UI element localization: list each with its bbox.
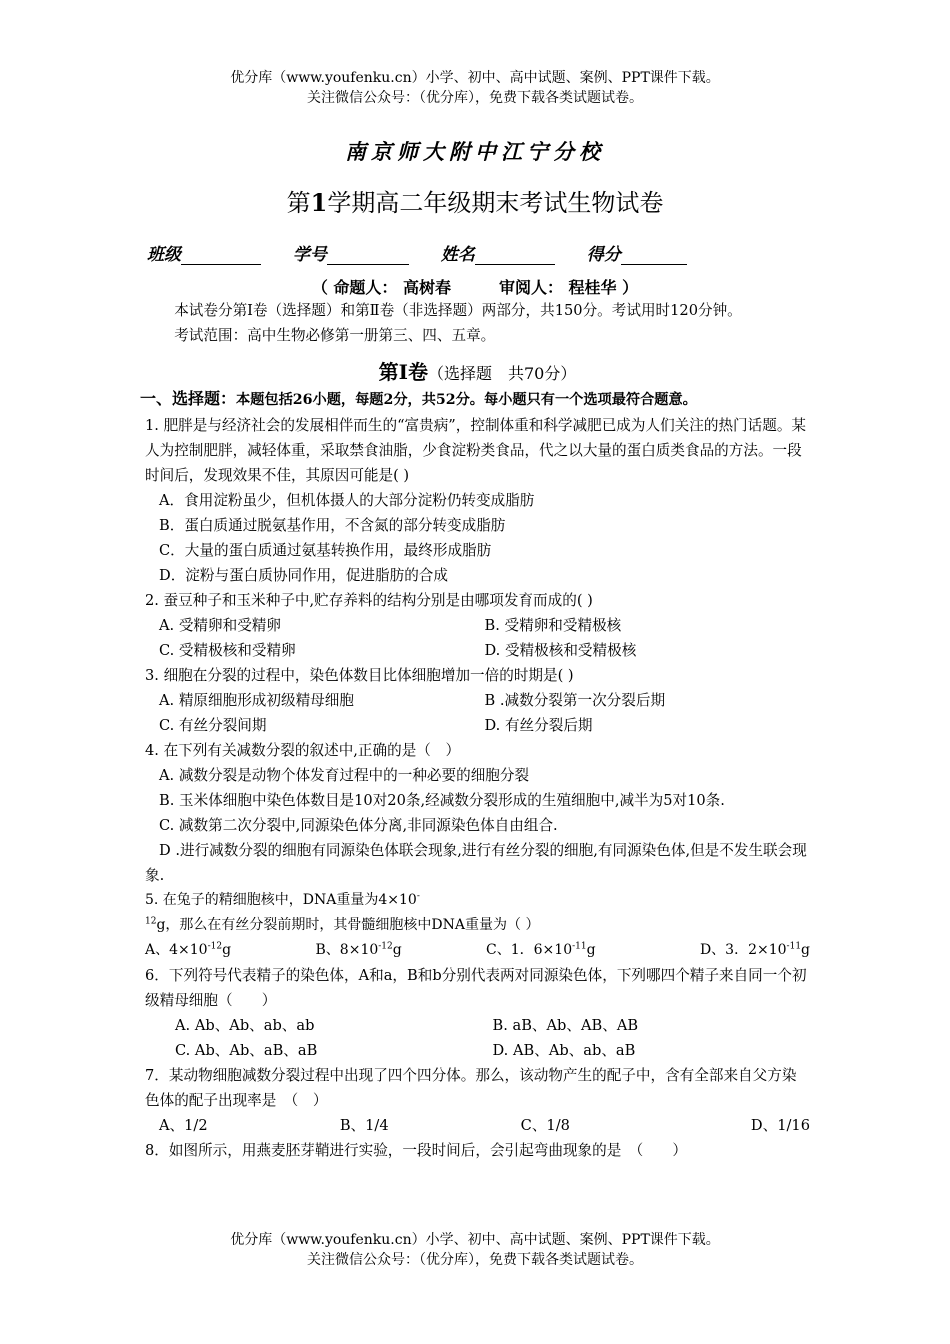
class-label: 班级: [147, 245, 181, 265]
exam-body: [140, 298, 811, 1163]
title-prefix: 第: [286, 189, 311, 217]
header-line-2: 关注微信公众号：（优分库），免费下载各类试题试卷。: [307, 90, 643, 106]
name-blank[interactable]: [475, 246, 555, 265]
id-blank[interactable]: [327, 246, 409, 265]
q3-option-a[interactable]: A. 精原细胞形成初级精母细胞: [159, 692, 354, 709]
question-2: [145, 588, 810, 663]
q6-option-a[interactable]: A. Ab、Ab、ab、ab: [175, 1017, 315, 1034]
header-line-1: 优分库（www.youfenku.cn）小学、初中、高中试题、案例、PPT课件下载。: [230, 70, 720, 86]
q3-stem: 3. 细胞在分裂的过程中，染色体数目比体细胞增加一倍的时期是( ): [145, 667, 574, 684]
q7-option-d[interactable]: D、1/16: [750, 1117, 810, 1134]
q4-option-c[interactable]: C. 减数第二次分裂中,同源染色体分离,非同源染色体自由组合.: [159, 817, 558, 834]
q5-stem: 5. 在兔子的精细胞核中，DNA重量为$4\times 10^{-12}g$，那么在有丝分裂前期时，其骨髓细胞核中DNA重量为（ ）: [145, 891, 540, 933]
question-6: [145, 963, 810, 1063]
question-7: [145, 1063, 810, 1138]
section1-label: 一、选择题：: [140, 389, 237, 408]
q2-stem: 2. 蚕豆种子和玉米种子中,贮存养料的结构分别是由哪项发育而成的( ): [145, 592, 593, 609]
q6-option-c[interactable]: C. Ab、Ab、aB、aB: [175, 1042, 318, 1059]
q5-option-a[interactable]: A、$4\times 10^{-12}g$: [145, 941, 232, 958]
q4-option-b[interactable]: B. 玉米体细胞中染色体数目是10对20条,经减数分裂形成的生殖细胞中,减半为5对10条.: [159, 792, 725, 809]
q1-option-c[interactable]: C．大量的蛋白质通过氨基转换作用，最终形成脂肪: [159, 542, 492, 559]
intro-paragraph-1: 本试卷分第Ⅰ卷（选择题）和第Ⅱ卷（非选择题）两部分，共150分。考试用时120分钟。: [174, 302, 742, 319]
section1-heading: [140, 386, 810, 413]
page-header: [0, 68, 950, 108]
q7-option-c[interactable]: C、1/8: [520, 1117, 570, 1134]
q5-option-b[interactable]: B、$8\times 10^{-12}g$: [315, 941, 402, 958]
q2-option-b[interactable]: B. 受精卵和受精极核: [484, 617, 622, 634]
footer-line-1: 优分库（www.youfenku.cn）小学、初中、高中试题、案例、PPT课件下载。: [230, 1232, 720, 1248]
q7-option-b[interactable]: B、1/4: [339, 1117, 389, 1134]
question-4: [145, 738, 810, 888]
q3-option-b[interactable]: B .减数分裂第一次分裂后期: [484, 692, 666, 709]
q1-stem: 1. 肥胖是与经济社会的发展相伴而生的“富贵病”，控制体重和科学减肥已成为人们关注的热门话题。某人为控制肥胖，减轻体重，采取禁食油脂，少食淀粉类食品，代之以大量的蛋白质类食品的方法。一段时间后，发现效果不佳，其原因可能是( ): [145, 417, 807, 484]
id-label: 学号: [292, 245, 327, 265]
page-footer: [0, 1230, 950, 1270]
q3-option-d[interactable]: D. 有丝分裂后期: [484, 717, 593, 734]
q2-option-a[interactable]: A. 受精卵和受精卵: [159, 617, 281, 634]
section1-desc: 本题包括26小题，每题2分，共52分。每小题只有一个选项最符合题意。: [236, 392, 697, 408]
part1-subtitle: （选择题 共70分）: [427, 364, 577, 383]
score-label: 得分: [586, 245, 621, 265]
q2-option-c[interactable]: C. 受精极核和受精卵: [159, 642, 296, 659]
question-8: [145, 1138, 810, 1163]
q4-option-d[interactable]: D .进行减数分裂的细胞有同源染色体联会现象,进行有丝分裂的细胞,有同源染色体,但是不发生联会现象.: [145, 842, 807, 884]
name-label: 姓名: [440, 245, 475, 265]
exam-title: [0, 183, 950, 218]
title-number: 1: [310, 188, 328, 217]
q1-option-b[interactable]: B．蛋白质通过脱氨基作用，不含氮的部分转变成脂肪: [159, 517, 506, 534]
q4-stem: 4. 在下列有关减数分裂的叙述中,正确的是（ ）: [145, 742, 461, 759]
q1-option-d[interactable]: D．淀粉与蛋白质协同作用，促进脂肪的合成: [159, 567, 448, 584]
part1-title: 第Ⅰ卷: [378, 360, 428, 384]
school-name: 南京师大附中江宁分校: [345, 139, 605, 164]
title-suffix: 学期高二年级期末考试生物试卷: [327, 189, 664, 217]
q4-option-a[interactable]: A. 减数分裂是动物个体发育过程中的一种必要的细胞分裂: [159, 767, 530, 784]
score-blank[interactable]: [621, 246, 687, 265]
q7-stem: 7．某动物细胞减数分裂过程中出现了四个四分体。那么，该动物产生的配子中，含有全部来自父方染色体的配子出现率是 （ ）: [145, 1067, 797, 1109]
footer-line-2: 关注微信公众号：（优分库），免费下载各类试题试卷。: [307, 1252, 643, 1268]
q2-option-d[interactable]: D. 受精极核和受精极核: [484, 642, 637, 659]
q6-stem: 6．下列符号代表精子的染色体，A和a，B和b分别代表两对同源染色体，下列哪四个精子来自同一个初级精母细胞（ ）: [145, 967, 807, 1009]
part1-heading: [145, 360, 810, 386]
question-1: [145, 413, 810, 588]
question-5: [145, 888, 810, 963]
student-info-line: [147, 240, 687, 265]
q6-option-d[interactable]: D. AB、Ab、ab、aB: [492, 1042, 636, 1059]
q5-option-d[interactable]: D、3．$2\times 10^{-11}g$: [699, 941, 811, 958]
intro-paragraph-2: 考试范围：高中生物必修第一册第三、四、五章。: [174, 327, 496, 344]
q7-option-a[interactable]: A、1/2: [159, 1117, 208, 1134]
q3-option-c[interactable]: C. 有丝分裂间期: [159, 717, 267, 734]
q5-option-c[interactable]: C、1．$6\times 10^{-11}g$: [486, 941, 596, 958]
authors-line: （ 命题人： 高树春 审阅人： 程桂华 ）: [311, 278, 639, 297]
q1-option-a[interactable]: A．食用淀粉虽少，但机体摄人的大部分淀粉仍转变成脂肪: [159, 492, 535, 509]
class-blank[interactable]: [181, 246, 261, 265]
q8-stem: 8．如图所示，用燕麦胚芽鞘进行实验，一段时间后，会引起弯曲现象的是 （ ）: [145, 1142, 687, 1159]
question-3: [145, 663, 810, 738]
q6-option-b[interactable]: B. aB、Ab、AB、AB: [492, 1017, 639, 1034]
